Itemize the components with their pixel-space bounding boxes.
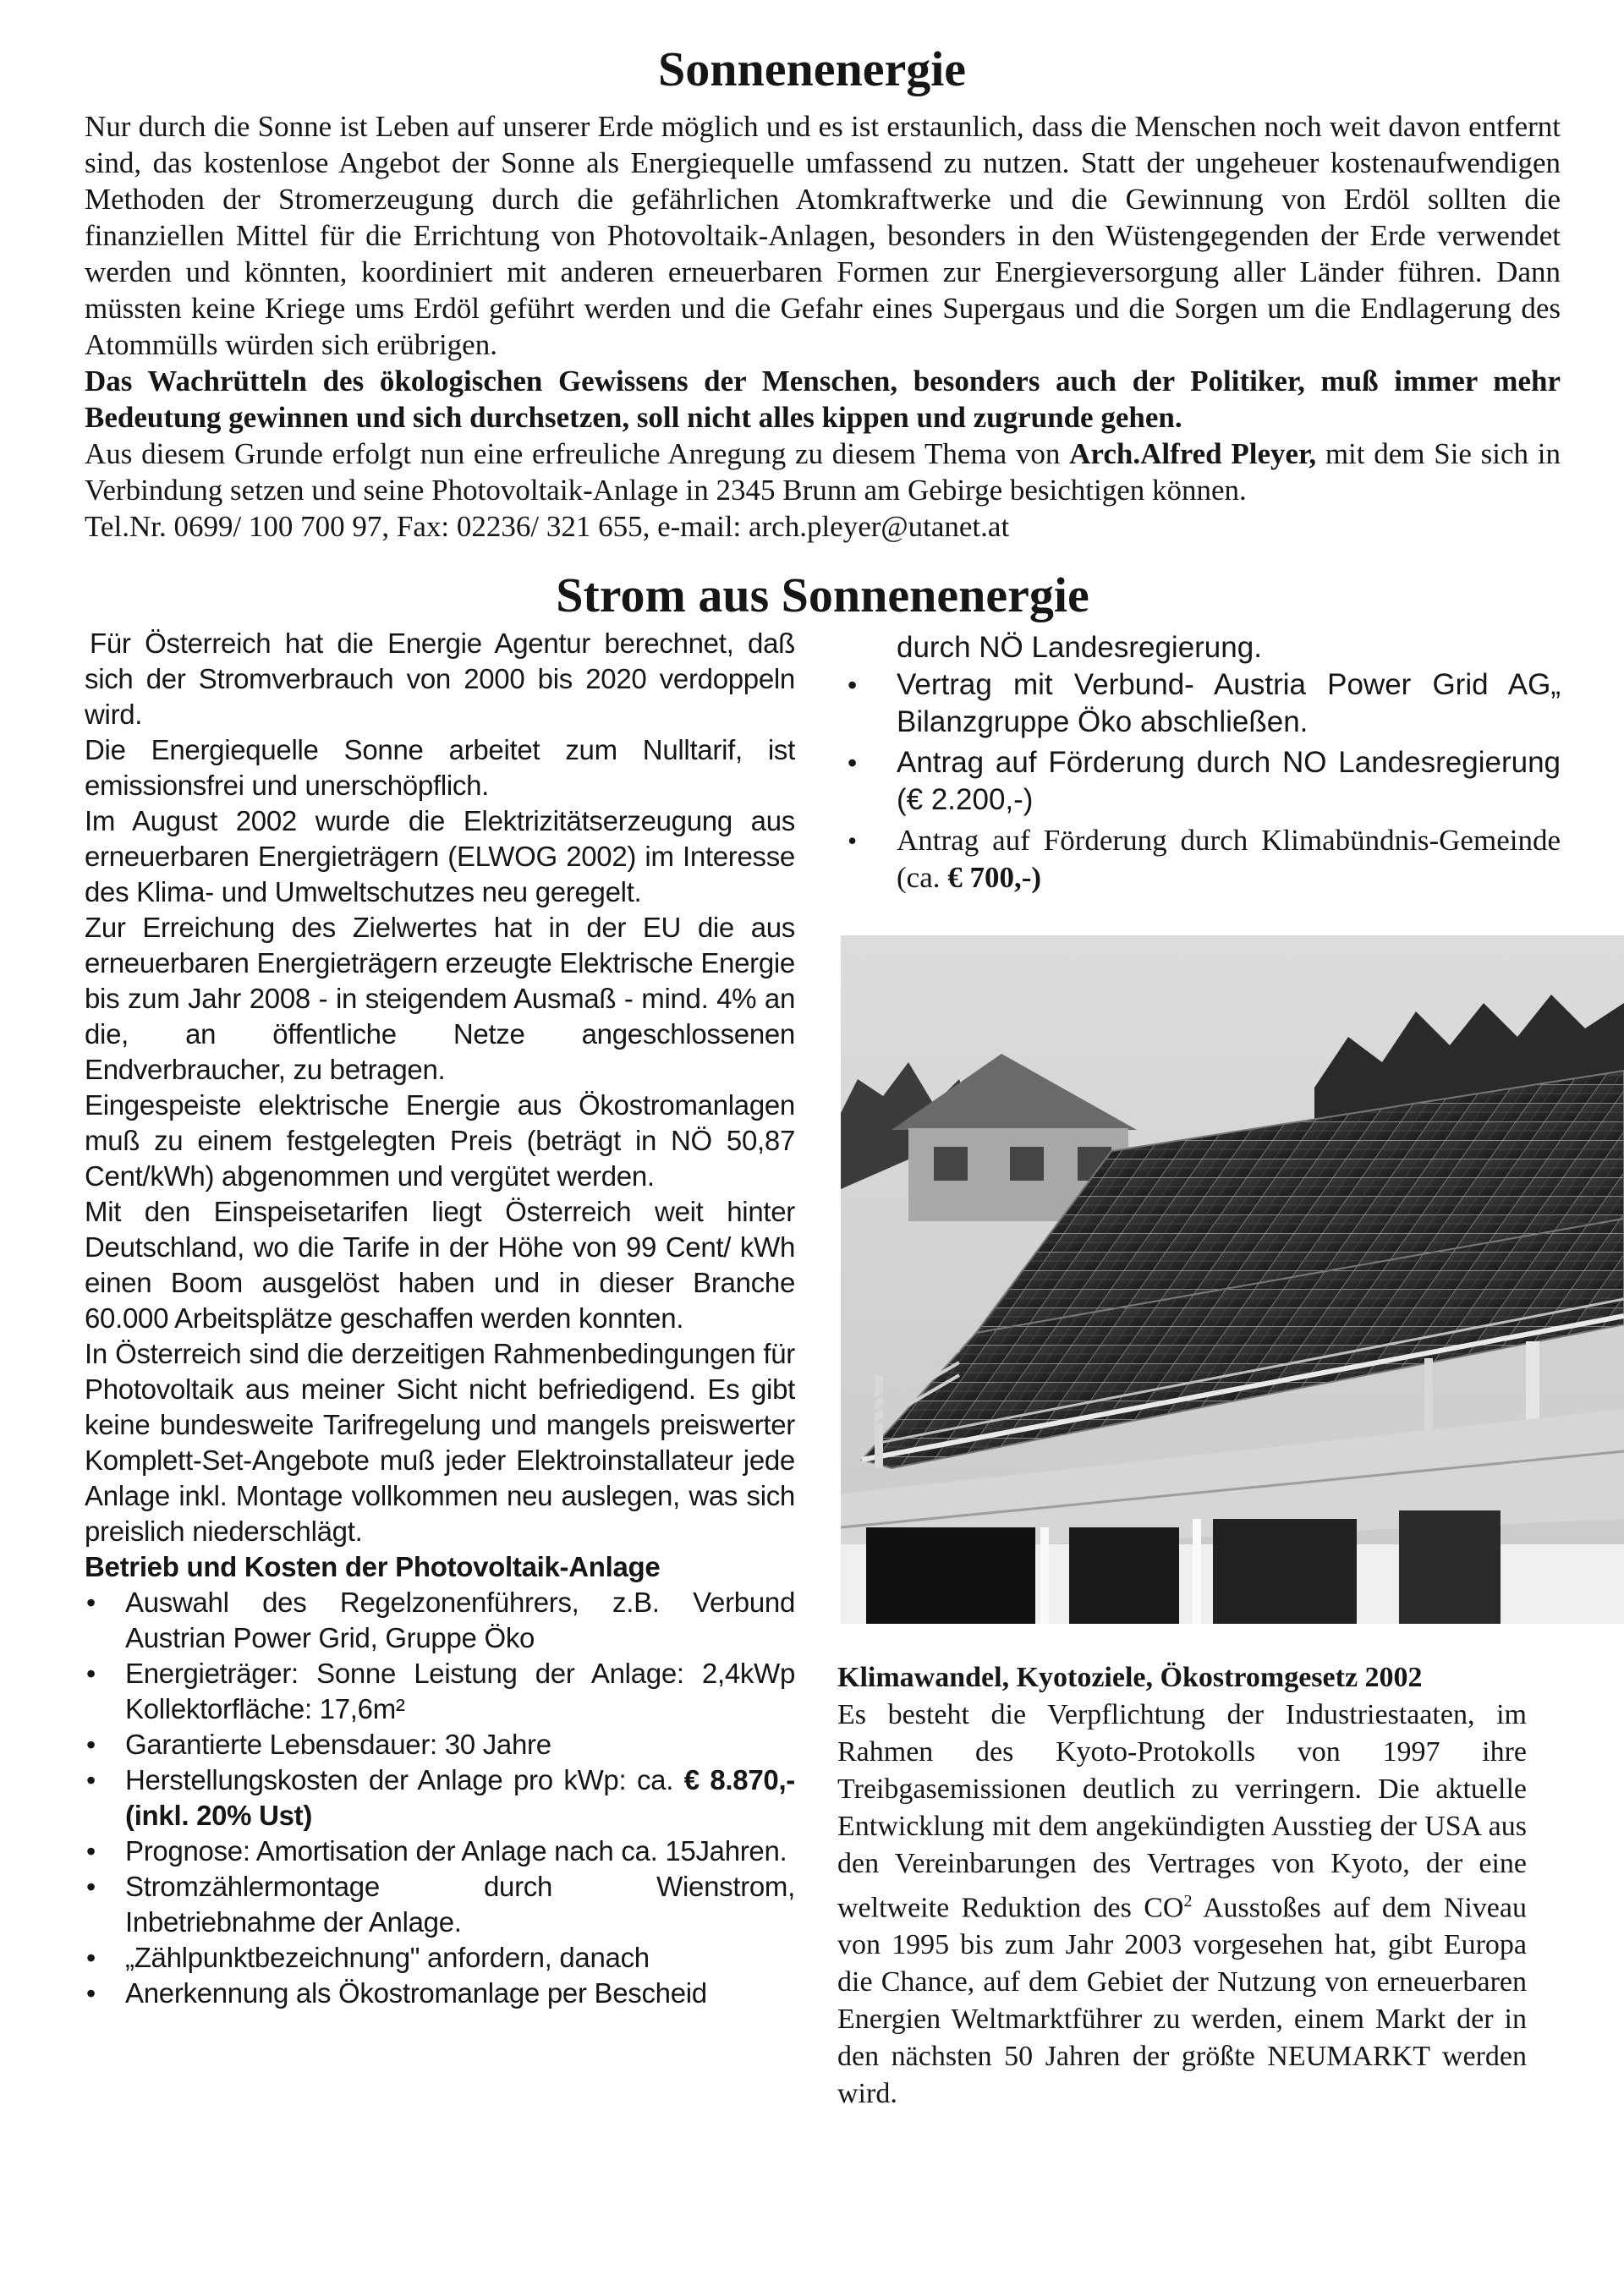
list-item: • Antrag auf Förderung durch NO Landesregierung (€ 2.200,-) (846, 744, 1561, 819)
list-item: • Vertrag mit Verbund- Austria Power Grid AG„ Bilanzgruppe Öko abschließen. (846, 666, 1561, 741)
list-item-text: Herstellungskosten der Anlage pro kWp: ca. (125, 1764, 684, 1795)
climate-text-part1: Es besteht die Verpflichtung der Industriestaaten, im Rahmen des Kyoto-Protokolls von 1997 ihre Treibgasemissionen deutlich zu verringern. Die aktuelle Entwicklung mit dem angekündigten Ausstieg der USA aus den Vereinbarungen des Vertrages von Kyoto, der eine weltweite Reduktion des CO (837, 1699, 1527, 1924)
co2-subscript: 2 (1183, 1892, 1193, 1910)
list-item (85, 1762, 795, 1834)
list-item-text: Antrag auf Förderung durch Klimabündnis-Gemeinde (ca. (897, 824, 1561, 894)
continuation-line: durch NÖ Landesregierung. (897, 631, 1262, 664)
list-item: • Prognose: Amortisation der Anlage nach ca. 15Jahren. (85, 1834, 795, 1869)
list-item: • Energieträger: Sonne Leistung der Anlage: 2,4kWp Kollektorfläche: 17,6m² (85, 1656, 795, 1727)
list-item: • Auswahl des Regelzonenführers, z.B. Verbund Austrian Power Grid, Gruppe Öko (85, 1585, 795, 1656)
left-paragraph: Die Energiequelle Sonne arbeitet zum Nulltarif, ist emissionsfrei und unerschöpflich. (85, 734, 795, 801)
left-paragraph: Für Österreich hat die Energie Agentur berechnet, daß sich der Stromverbrauch von 2000 bis 2020 verdoppeln wird. (85, 628, 795, 730)
left-paragraph: Im August 2002 wurde die Elektrizitätserzeugung aus erneuerbaren Energieträgern (ELWOG 2002) im Interesse des Klima- und Umweltschutzes neu geregelt. (85, 805, 795, 907)
price-value: € 8.870,- (inkl. 20% Ust) (125, 1764, 795, 1831)
intro-paragraph: Nur durch die Sonne ist Leben auf unserer Erde möglich und es ist erstaunlich, dass die Menschen noch weit davon entfernt sind, das kostenlose Angebot der Sonne als Energiequelle umfassend zu nutzen. Statt der ungeheuer kostenaufwendigen Methoden der Stromerzeugung durch die gefährlichen Atomkraftwerke und die Gewinnung von Erdöl sollten die finanziellen Mittel für die Errichtung von Photovoltaik-Anlagen, besonders in den Wüstengegenden der Erde verwendet werden und könnten, koordiniert mit anderen erneuerbaren Formen zur Energieversorgung aller Länder führen. Dann müssten keine Kriege ums Erdöl geführt werden und die Gefahr eines Supergaus und die Sorgen um die Endlagerung des Atommülls würden sich erübrigen. (85, 110, 1561, 361)
list-item: • Stromzählermontage durch Wienstrom, Inbetriebnahme der Anlage. (85, 1869, 795, 1940)
intro-section (85, 108, 1561, 545)
solar-panel-photo (841, 935, 1624, 1624)
left-paragraph: In Österreich sind die derzeitigen Rahmenbedingungen für Photovoltaik aus meiner Sicht nicht befriedigend. Es gibt keine bundesweite Tarifregelung und mangels preiswerter Komplett-Set-Angebote muß jeder Elektroinstallateur jede Anlage inkl. Montage vollkommen neu auslegen, was sich preislich niederschlägt. (85, 1338, 795, 1547)
left-paragraph: Zur Erreichung des Zielwertes hat in der EU die aus erneuerbaren Energieträgern erzeugte Elektrische Energie bis zum Jahr 2008 - in steigendem Ausmaß - mind. 4% an die, an öffentliche Netze angeschlossenen Endverbraucher, zu betragen. (85, 912, 795, 1085)
steps-list (846, 666, 1561, 896)
page-title: Sonnenenergie (657, 41, 967, 96)
right-column-bottom (837, 1659, 1527, 2113)
intro-bold-statement: Das Wachrütteln des ökologischen Gewissens der Menschen, besonders auch der Politiker, muß immer mehr Bedeutung gewinnen und sich durchsetzen, soll nicht alles kippen und zugrunde gehen. (85, 365, 1561, 434)
operation-costs-heading: Betrieb und Kosten der Photovoltaik-Anlage (85, 1551, 661, 1582)
list-item: • Anerkennung als Ökostromanlage per Bescheid (85, 1976, 795, 2011)
left-paragraph: Eingespeiste elektrische Energie aus Ökostromanlagen muß zu einem festgelegten Preis (beträgt in NÖ 50,87 Cent/kWh) abgenommen und vergütet werden. (85, 1089, 795, 1192)
section-title: Strom aus Sonnenenergie (556, 567, 1089, 622)
climate-text-part2: Ausstoßes auf dem Niveau von 1995 bis zum Jahr 2003 vorgesehen hat, gibt Europa die Chance, auf dem Gebiet der Nutzung von erneuerbaren Energien Weltmarktführer zu werden, einem Markt der in den nächsten 50 Jahren der größte NEUMARKT werden wird. (837, 1892, 1527, 2110)
left-paragraph: Mit den Einspeisetarifen liegt Österreich weit hinter Deutschland, wo die Tarife in der Höhe von 99 Cent/ kWh einen Boom ausgelöst haben und in dieser Branche 60.000 Arbeitsplätze geschaffen werden konnten. (85, 1196, 795, 1334)
list-item: • Garantierte Lebensdauer: 30 Jahre (85, 1727, 795, 1762)
contact-text-before: Aus diesem Grunde erfolgt nun eine erfreuliche Anregung zu diesem Thema von (85, 437, 1070, 470)
contact-name: Arch.Alfred Pleyer, (1069, 437, 1317, 470)
contact-line: Tel.Nr. 0699/ 100 700 97, Fax: 02236/ 321 655, e-mail: arch.pleyer@utanet.at (85, 510, 1010, 543)
climate-heading: Klimawandel, Kyotoziele, Ökostromgesetz 2002 (837, 1662, 1423, 1693)
contact-text-after: mit dem Sie sich in Verbindung setzen und seine Photovoltaik-Anlage in 2345 Brunn am Gebirge besichtigen können. (85, 437, 1561, 507)
climate-paragraph (837, 1697, 1527, 2113)
left-column (85, 626, 795, 2011)
operation-costs-list (85, 1585, 795, 2011)
list-item (846, 822, 1561, 896)
price-value: € 700,-) (947, 861, 1042, 894)
contact-paragraph (85, 436, 1561, 508)
list-item: • „Zählpunktbezeichnung" anfordern, danach (85, 1940, 795, 1976)
right-column-top (846, 629, 1561, 900)
